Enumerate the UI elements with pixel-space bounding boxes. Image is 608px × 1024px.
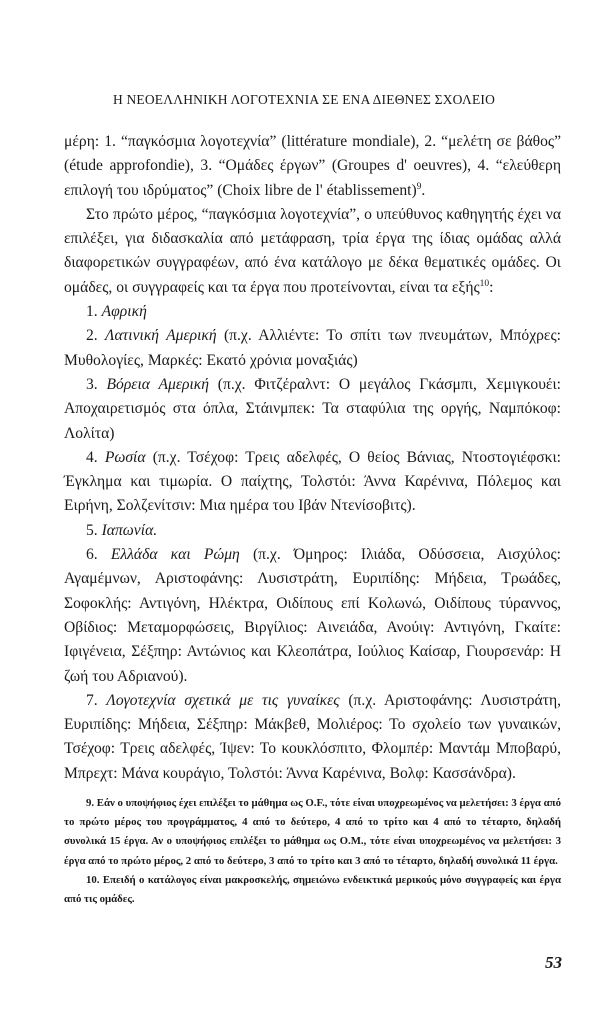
list-number: 7. [86,691,98,709]
list-item [64,300,561,324]
body-text [64,130,561,786]
list-item [64,519,561,543]
page-number: 53 [545,953,562,972]
group-name: Λογοτεχνία σχετικά με τις γυναίκες [106,691,340,709]
punctuation: . [421,181,426,199]
footnote: 10. Επειδή ο κατάλογος είναι μακροσκελής, σημειώνω ενδεικτικά μερικούς μόνο συγγραφείς και έργα από τις ομάδες. [64,873,561,906]
group-works: (π.χ. Όμηρος: Ιλιάδα, Οδύσσεια, Αισχύλος: Αγαμέμνων, Αριστοφάνης: Λυσιστράτη, Ευριπίδης: Μήδεια, Τρωάδες, Σοφοκλής: Αντιγόνη, Ηλέκτρα, Οιδίπους επί Κολωνώ, Οιδίπους τύραννος, Οβίδιος: Μεταμορφώσεις, Βιργίλιος: Αινειάδα, Ανούιγ: Αντιγόνη, Γκαίτε: Ιφιγένεια, Σέξπηρ: Αντώνιος και Κλεοπάτρα, Ιούλιος Καίσαρ, Γιουρσενάρ: Η ζωή του Αδριανού). [64,546,562,685]
group-works: (π.χ. Αλλιέντε: Το σπίτι των πνευμάτων, Μπόχρες: Μυθολογίες, Μαρκές: Εκατό χρόνια μοναξιάς) [64,327,561,369]
list-item [64,373,561,446]
list-number: 6. [86,546,98,564]
punctuation: : [489,278,494,296]
list-number: 2. [86,327,98,345]
paragraph [64,203,561,300]
paragraph-text: Στο πρώτο μέρος, “παγκόσμια λογοτεχνία”, ο υπεύθυνος καθηγητής έχει να επιλέξει, για διδασκαλία από μετάφραση, τρία έργα της ίδιας ομάδας αλλά διαφορετικών συγγραφέων, από ένα κατάλογο με δέκα θεματικές ομάδες. Οι ομάδες, οι συγγραφείς και τα έργα που προτείνονται, είναι τα εξής [64,205,561,296]
group-works: (π.χ. Φιτζέραλντ: Ο μεγάλος Γκάσμπι, Χεμιγκουέι: Αποχαιρετισμός στα όπλα, Στάινμπεκ: Τα σταφύλια της οργής, Ναμπόκοφ: Λολίτα) [64,375,562,442]
footnote-ref: 9 [416,181,422,192]
list-number: 5. [86,521,98,539]
footnote-ref: 10 [479,278,490,289]
group-name: Λατινική Αμερική [105,327,217,345]
group-name: Βόρεια Αμερική [106,375,210,393]
list-number: 3. [86,375,98,393]
paragraph [64,130,561,203]
footnote: 9. Εάν ο υποψήφιος έχει επιλέξει το μάθημα ως O.F., τότε είναι υποχρεωμένος να μελετήσει: 3 έργα από το πρώτο μέρος του προγράμματος, 4 από το δεύτερο, 4 από το τρίτο και 4 από το τέταρτο, δηλαδή συνολικά 15 έργα. Αν ο υποψήφιος επιλέξει το μάθημα ως Ο.Μ., τότε είναι υποχρεωμένος να μελετήσει: 3 έργα από το πρώτο μέρος, 2 από το δεύτερο, 3 από το τρίτο και 3 από το τέταρτο, δηλαδή συνολικά 11 έργα. [64,797,561,867]
list-item [64,446,561,519]
list-item [64,324,561,373]
paragraph-text: μέρη: 1. “παγκόσμια λογοτεχνία” (littérature mondiale), 2. “μελέτη σε βάθος” (étude approfondie), 3. “Ομάδες έργων” (Groupes d' oeuvres), 4. “ελεύθερη επιλογή του ιδρύματος” (Choix libre de l' établissement) [64,133,561,199]
group-name: Ρωσία [104,448,146,466]
list-number: 1. [86,303,98,321]
group-name: Αφρική [101,303,147,321]
footnotes [64,794,561,909]
running-head: Η ΝΕΟΕΛΛΗΝΙΚΗ ΛΟΓΟΤΕΧΝΙΑ ΣΕ ΕΝΑ ΔΙΕΘΝΕΣ ΣΧΟΛΕΙΟ [112,92,496,107]
group-works: (π.χ. Αριστοφάνης: Λυσιστράτη, Ευριπίδης: Μήδεια, Σέξπηρ: Μάκβεθ, Μολιέρος: Το σχολείο των γυναικών, Τσέχοφ: Τρεις αδελφές, Ίψεν: Το κουκλόσπιτο, Φλομπέρ: Μαντάμ Μποβαρύ, Μπρεχτ: Μάνα κουράγιο, Τολστόι: Άννα Καρένινα, Βολφ: Κασσάνδρα). [64,691,561,782]
list-number: 4. [86,448,98,466]
list-item [64,543,561,689]
group-name: Ελλάδα και Ρώμη [110,546,240,564]
group-works: (π.χ. Τσέχοφ: Τρεις αδελφές, Ο θείος Βάνιας, Ντοστογιέφσκι: Έγκλημα και τιμωρία. Ο παίχτης, Τολστόι: Άννα Καρένινα, Πόλεμος και Ειρήνη, Σολζενίτσιν: Μια ημέρα του Ιβάν Ντενίσοβιτς). [64,448,561,515]
group-name: Ιαπωνία. [101,521,158,539]
list-item [64,689,561,786]
